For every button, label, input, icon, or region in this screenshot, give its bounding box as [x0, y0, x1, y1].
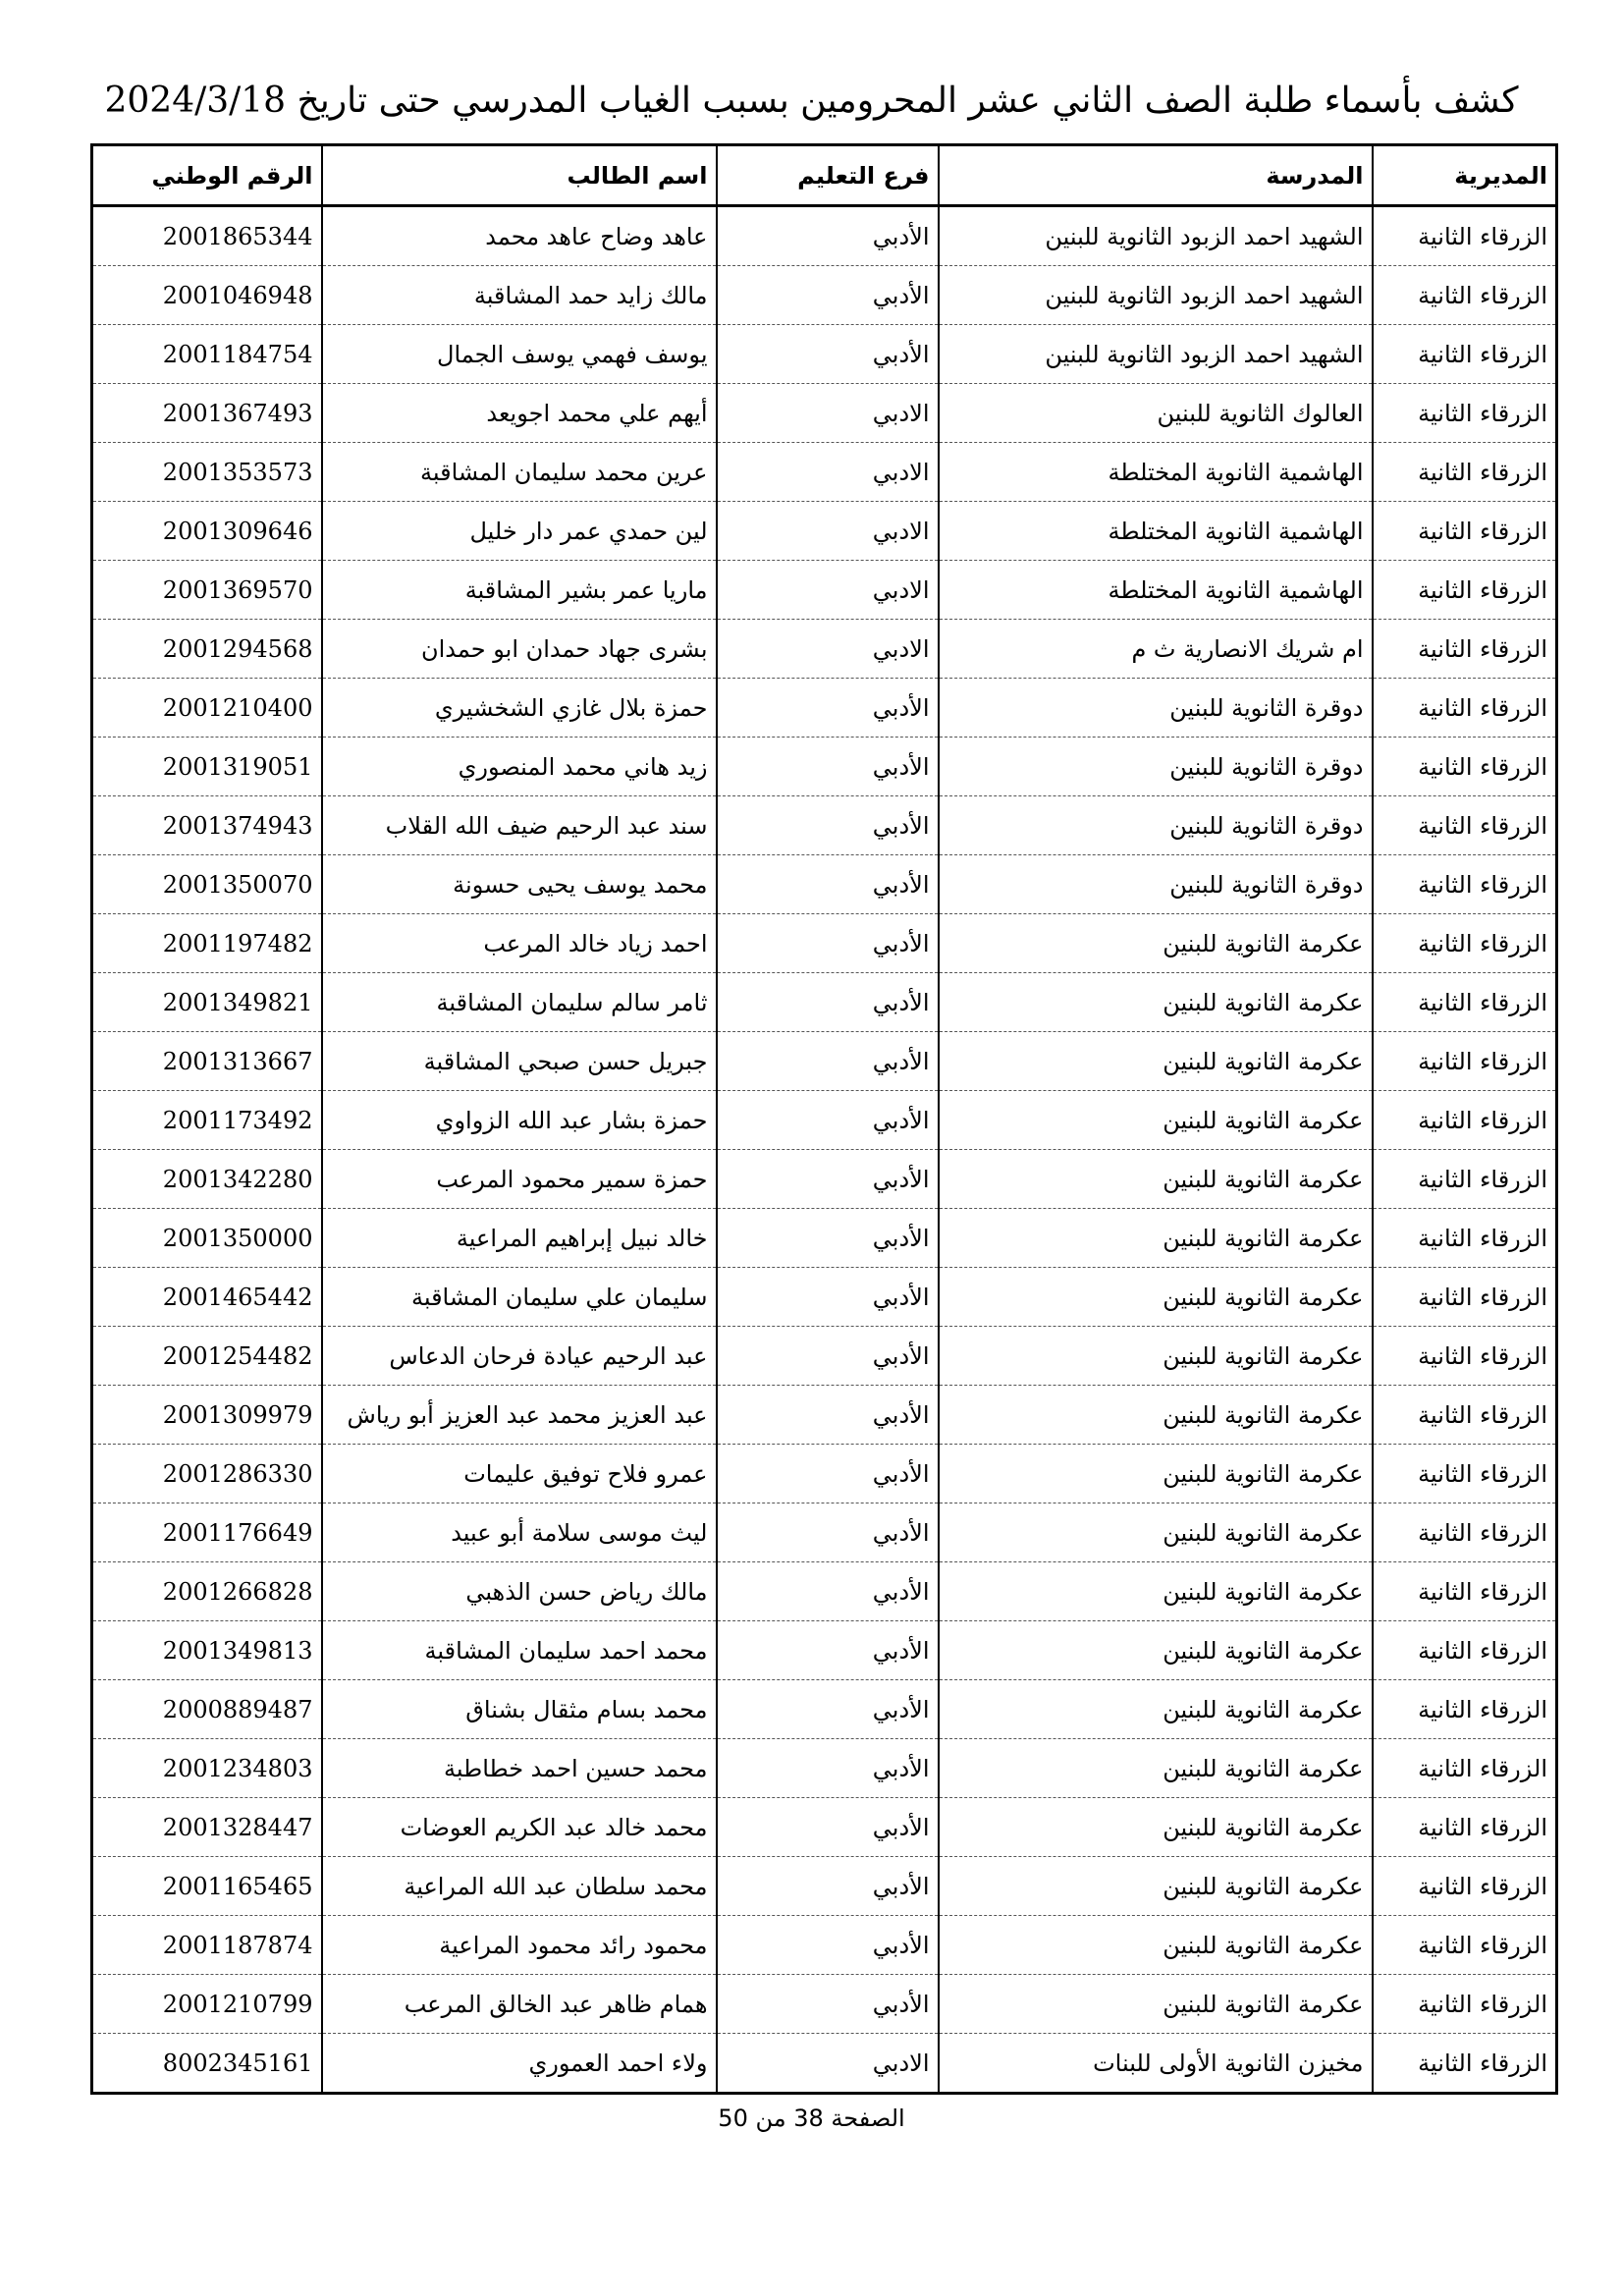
cell-student-name: محمود رائد محمود المراعية: [322, 1916, 717, 1975]
cell-branch: الأدبي: [717, 1091, 939, 1150]
cell-student-name: عرين محمد سليمان المشاقبة: [322, 443, 717, 502]
cell-student-name: محمد سلطان عبد الله المراعية: [322, 1857, 717, 1916]
cell-national-id: 2001266828: [92, 1562, 322, 1621]
cell-school: عكرمة الثانوية للبنين: [939, 1975, 1373, 2034]
header-national-id: الرقم الوطني: [92, 145, 322, 206]
cell-national-id: 2001165465: [92, 1857, 322, 1916]
cell-branch: الأدبي: [717, 1268, 939, 1327]
cell-branch: الأدبي: [717, 1562, 939, 1621]
header-branch: فرع التعليم: [717, 145, 939, 206]
table-row: [92, 2034, 1557, 2094]
cell-branch: الأدبي: [717, 266, 939, 325]
cell-branch: الأدبي: [717, 1032, 939, 1091]
cell-school: الشهيد احمد الزبود الثانوية للبنين: [939, 266, 1373, 325]
cell-national-id: 2001184754: [92, 325, 322, 384]
table-row: [92, 502, 1557, 561]
cell-student-name: ثامر سالم سليمان المشاقبة: [322, 973, 717, 1032]
cell-directorate: الزرقاء الثانية: [1373, 325, 1557, 384]
cell-student-name: احمد زياد خالد المرعب: [322, 914, 717, 973]
cell-branch: الأدبي: [717, 1386, 939, 1445]
table-row: [92, 1032, 1557, 1091]
cell-branch: الأدبي: [717, 738, 939, 796]
cell-branch: الأدبي: [717, 1798, 939, 1857]
page-title: كشف بأسماء طلبة الصف الثاني عشر المحرومين بسبب الغياب المدرسي حتى تاريخ 2024/3/18: [104, 81, 1519, 121]
cell-branch: الأدبي: [717, 1327, 939, 1386]
cell-national-id: 8002345161: [92, 2034, 322, 2094]
cell-branch: الأدبي: [717, 679, 939, 738]
cell-student-name: زيد هاني محمد المنصوري: [322, 738, 717, 796]
cell-branch: الادبي: [717, 561, 939, 620]
cell-national-id: 2001286330: [92, 1445, 322, 1503]
cell-national-id: 2001349821: [92, 973, 322, 1032]
cell-directorate: الزرقاء الثانية: [1373, 679, 1557, 738]
table-row: [92, 620, 1557, 679]
cell-branch: الأدبي: [717, 1503, 939, 1562]
cell-student-name: عمرو فلاح توفيق عليمات: [322, 1445, 717, 1503]
cell-directorate: الزرقاء الثانية: [1373, 266, 1557, 325]
table-row: [92, 1857, 1557, 1916]
cell-school: عكرمة الثانوية للبنين: [939, 1209, 1373, 1268]
cell-school: عكرمة الثانوية للبنين: [939, 1091, 1373, 1150]
cell-school: ام شريك الانصارية ث م: [939, 620, 1373, 679]
cell-branch: الادبي: [717, 384, 939, 443]
cell-school: الشهيد احمد الزبود الثانوية للبنين: [939, 325, 1373, 384]
cell-national-id: 2001046948: [92, 266, 322, 325]
cell-school: عكرمة الثانوية للبنين: [939, 1798, 1373, 1857]
table-row: [92, 1680, 1557, 1739]
cell-directorate: الزرقاء الثانية: [1373, 1268, 1557, 1327]
cell-school: عكرمة الثانوية للبنين: [939, 1621, 1373, 1680]
cell-branch: الأدبي: [717, 1916, 939, 1975]
cell-directorate: الزرقاء الثانية: [1373, 620, 1557, 679]
cell-school: عكرمة الثانوية للبنين: [939, 1268, 1373, 1327]
cell-national-id: 2001367493: [92, 384, 322, 443]
cell-school: عكرمة الثانوية للبنين: [939, 1739, 1373, 1798]
cell-school: الهاشمية الثانوية المختلطة: [939, 443, 1373, 502]
cell-directorate: الزرقاء الثانية: [1373, 206, 1557, 266]
cell-school: عكرمة الثانوية للبنين: [939, 1562, 1373, 1621]
table-row: [92, 914, 1557, 973]
cell-branch: الأدبي: [717, 1739, 939, 1798]
cell-national-id: 2001319051: [92, 738, 322, 796]
cell-student-name: محمد احمد سليمان المشاقبة: [322, 1621, 717, 1680]
cell-directorate: الزرقاء الثانية: [1373, 502, 1557, 561]
cell-national-id: 2001374943: [92, 796, 322, 855]
cell-branch: الادبي: [717, 620, 939, 679]
table-row: [92, 1975, 1557, 2034]
header-school: المدرسة: [939, 145, 1373, 206]
cell-branch: الأدبي: [717, 796, 939, 855]
table-row: [92, 325, 1557, 384]
table-row: [92, 384, 1557, 443]
cell-school: عكرمة الثانوية للبنين: [939, 1445, 1373, 1503]
table-row: [92, 443, 1557, 502]
cell-student-name: حمزة سمير محمود المرعب: [322, 1150, 717, 1209]
table-header-row: [92, 145, 1557, 206]
cell-student-name: ماريا عمر بشير المشاقبة: [322, 561, 717, 620]
header-student-name: اسم الطالب: [322, 145, 717, 206]
cell-directorate: الزرقاء الثانية: [1373, 1150, 1557, 1209]
cell-national-id: 2001234803: [92, 1739, 322, 1798]
table-row: [92, 796, 1557, 855]
cell-branch: الأدبي: [717, 1150, 939, 1209]
cell-school: دوقرة الثانوية للبنين: [939, 679, 1373, 738]
cell-national-id: 2001197482: [92, 914, 322, 973]
cell-directorate: الزرقاء الثانية: [1373, 384, 1557, 443]
table-row: [92, 1739, 1557, 1798]
table-row: [92, 1268, 1557, 1327]
cell-directorate: الزرقاء الثانية: [1373, 1503, 1557, 1562]
cell-national-id: 2001328447: [92, 1798, 322, 1857]
cell-national-id: 2001210799: [92, 1975, 322, 2034]
table-row: [92, 1327, 1557, 1386]
cell-school: عكرمة الثانوية للبنين: [939, 1032, 1373, 1091]
table-row: [92, 1386, 1557, 1445]
cell-national-id: 2001210400: [92, 679, 322, 738]
cell-directorate: الزرقاء الثانية: [1373, 738, 1557, 796]
cell-national-id: 2001353573: [92, 443, 322, 502]
cell-school: عكرمة الثانوية للبنين: [939, 1503, 1373, 1562]
cell-directorate: الزرقاء الثانية: [1373, 1680, 1557, 1739]
cell-national-id: 2001187874: [92, 1916, 322, 1975]
cell-directorate: الزرقاء الثانية: [1373, 1621, 1557, 1680]
cell-branch: الأدبي: [717, 1621, 939, 1680]
cell-directorate: الزرقاء الثانية: [1373, 1798, 1557, 1857]
cell-student-name: عبد الرحيم عيادة فرحان الدعاس: [322, 1327, 717, 1386]
table-row: [92, 679, 1557, 738]
cell-student-name: عاهد وضاح عاهد محمد: [322, 206, 717, 266]
cell-student-name: همام ظاهر عبد الخالق المرعب: [322, 1975, 717, 2034]
cell-national-id: 2001309646: [92, 502, 322, 561]
cell-national-id: 2001865344: [92, 206, 322, 266]
table-row: [92, 1503, 1557, 1562]
table-row: [92, 1209, 1557, 1268]
cell-school: عكرمة الثانوية للبنين: [939, 1857, 1373, 1916]
cell-student-name: محمد بسام مثقال بشناق: [322, 1680, 717, 1739]
cell-directorate: الزرقاء الثانية: [1373, 1975, 1557, 2034]
cell-school: عكرمة الثانوية للبنين: [939, 1386, 1373, 1445]
cell-directorate: الزرقاء الثانية: [1373, 443, 1557, 502]
cell-branch: الادبي: [717, 443, 939, 502]
cell-national-id: 2001342280: [92, 1150, 322, 1209]
cell-school: الشهيد احمد الزبود الثانوية للبنين: [939, 206, 1373, 266]
cell-school: الهاشمية الثانوية المختلطة: [939, 502, 1373, 561]
cell-school: دوقرة الثانوية للبنين: [939, 738, 1373, 796]
cell-student-name: سند عبد الرحيم ضيف الله القلاب: [322, 796, 717, 855]
cell-student-name: حمزة بشار عبد الله الزواوي: [322, 1091, 717, 1150]
cell-national-id: 2001465442: [92, 1268, 322, 1327]
cell-student-name: محمد حسين احمد خطاطبة: [322, 1739, 717, 1798]
cell-branch: الادبي: [717, 2034, 939, 2094]
table-row: [92, 1621, 1557, 1680]
table-row: [92, 1798, 1557, 1857]
cell-school: الهاشمية الثانوية المختلطة: [939, 561, 1373, 620]
cell-national-id: 2001176649: [92, 1503, 322, 1562]
cell-branch: الأدبي: [717, 1445, 939, 1503]
cell-student-name: عبد العزيز محمد عبد العزيز أبو رياش: [322, 1386, 717, 1445]
cell-student-name: جبريل حسن صبحي المشاقبة: [322, 1032, 717, 1091]
cell-national-id: 2001349813: [92, 1621, 322, 1680]
cell-school: دوقرة الثانوية للبنين: [939, 796, 1373, 855]
cell-student-name: مالك زايد حمد المشاقبة: [322, 266, 717, 325]
cell-branch: الأدبي: [717, 914, 939, 973]
table-row: [92, 206, 1557, 266]
table-row: [92, 1562, 1557, 1621]
cell-branch: الأدبي: [717, 206, 939, 266]
cell-directorate: الزرقاء الثانية: [1373, 914, 1557, 973]
cell-directorate: الزرقاء الثانية: [1373, 1739, 1557, 1798]
cell-directorate: الزرقاء الثانية: [1373, 796, 1557, 855]
cell-school: العالوك الثانوية للبنين: [939, 384, 1373, 443]
cell-branch: الادبي: [717, 502, 939, 561]
cell-national-id: 2001309979: [92, 1386, 322, 1445]
table-row: [92, 973, 1557, 1032]
cell-directorate: الزرقاء الثانية: [1373, 561, 1557, 620]
cell-branch: الأدبي: [717, 1680, 939, 1739]
cell-branch: الأدبي: [717, 855, 939, 914]
table-row: [92, 1091, 1557, 1150]
cell-national-id: 2001173492: [92, 1091, 322, 1150]
cell-national-id: 2001350000: [92, 1209, 322, 1268]
cell-school: عكرمة الثانوية للبنين: [939, 1327, 1373, 1386]
cell-student-name: يوسف فهمي يوسف الجمال: [322, 325, 717, 384]
cell-student-name: ولاء احمد العموري: [322, 2034, 717, 2094]
cell-school: عكرمة الثانوية للبنين: [939, 973, 1373, 1032]
table-row: [92, 266, 1557, 325]
cell-student-name: ليث موسى سلامة أبو عبيد: [322, 1503, 717, 1562]
cell-student-name: سليمان علي سليمان المشاقبة: [322, 1268, 717, 1327]
header-directorate: المديرية: [1373, 145, 1557, 206]
cell-national-id: 2000889487: [92, 1680, 322, 1739]
cell-directorate: الزرقاء الثانية: [1373, 973, 1557, 1032]
cell-directorate: الزرقاء الثانية: [1373, 1445, 1557, 1503]
table-row: [92, 855, 1557, 914]
table-row: [92, 1445, 1557, 1503]
cell-directorate: الزرقاء الثانية: [1373, 1916, 1557, 1975]
cell-student-name: بشرى جهاد حمدان ابو حمدان: [322, 620, 717, 679]
cell-school: عكرمة الثانوية للبنين: [939, 1150, 1373, 1209]
cell-directorate: الزرقاء الثانية: [1373, 1386, 1557, 1445]
cell-directorate: الزرقاء الثانية: [1373, 1209, 1557, 1268]
cell-school: عكرمة الثانوية للبنين: [939, 914, 1373, 973]
cell-national-id: 2001369570: [92, 561, 322, 620]
cell-student-name: لين حمدي عمر دار خليل: [322, 502, 717, 561]
cell-national-id: 2001254482: [92, 1327, 322, 1386]
cell-student-name: مالك رياض حسن الذهبي: [322, 1562, 717, 1621]
cell-branch: الأدبي: [717, 1857, 939, 1916]
cell-branch: الأدبي: [717, 973, 939, 1032]
cell-student-name: حمزة بلال غازي الشخشيري: [322, 679, 717, 738]
table-row: [92, 1150, 1557, 1209]
cell-branch: الأدبي: [717, 1975, 939, 2034]
cell-directorate: الزرقاء الثانية: [1373, 1857, 1557, 1916]
cell-school: عكرمة الثانوية للبنين: [939, 1916, 1373, 1975]
cell-branch: الأدبي: [717, 1209, 939, 1268]
cell-national-id: 2001313667: [92, 1032, 322, 1091]
table-body: [92, 206, 1557, 2094]
table-row: [92, 738, 1557, 796]
cell-national-id: 2001350070: [92, 855, 322, 914]
cell-student-name: محمد يوسف يحيى حسونة: [322, 855, 717, 914]
cell-directorate: الزرقاء الثانية: [1373, 1091, 1557, 1150]
table-row: [92, 561, 1557, 620]
cell-directorate: الزرقاء الثانية: [1373, 2034, 1557, 2094]
students-table: [90, 143, 1558, 2095]
cell-school: عكرمة الثانوية للبنين: [939, 1680, 1373, 1739]
table-row: [92, 1916, 1557, 1975]
cell-national-id: 2001294568: [92, 620, 322, 679]
cell-directorate: الزرقاء الثانية: [1373, 1562, 1557, 1621]
cell-student-name: محمد خالد عبد الكريم العوضات: [322, 1798, 717, 1857]
cell-school: مخيزن الثانوية الأولى للبنات: [939, 2034, 1373, 2094]
cell-student-name: أيهم علي محمد اجويعد: [322, 384, 717, 443]
cell-directorate: الزرقاء الثانية: [1373, 855, 1557, 914]
cell-student-name: خالد نبيل إبراهيم المراعية: [322, 1209, 717, 1268]
page-number: الصفحة 38 من 50: [718, 2105, 905, 2132]
cell-directorate: الزرقاء الثانية: [1373, 1032, 1557, 1091]
cell-school: دوقرة الثانوية للبنين: [939, 855, 1373, 914]
cell-branch: الأدبي: [717, 325, 939, 384]
cell-directorate: الزرقاء الثانية: [1373, 1327, 1557, 1386]
